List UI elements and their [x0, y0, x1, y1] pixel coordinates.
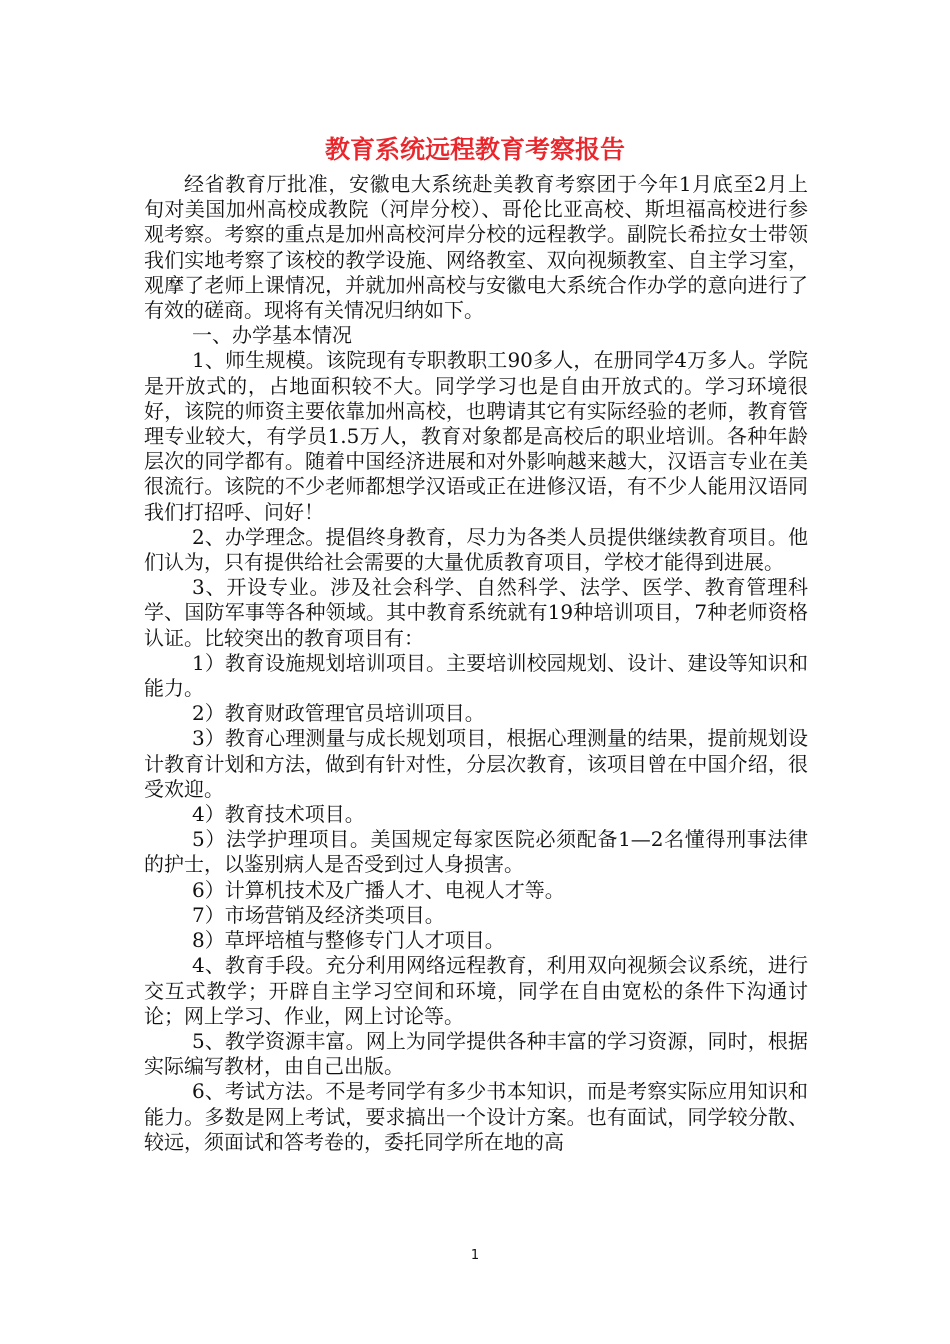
paragraph: 2、办学理念。提倡终身教育，尽力为各类人员提供继续教育项目。他们认为，只有提供给社会需要的大量优质教育项目，学校才能得到进展。 — [144, 524, 808, 575]
paragraph: 1、师生规模。该院现有专职教职工90多人，在册同学4万多人。学院是开放式的，占地面积较不大。同学学习也是自由开放式的。学习环境很好，该院的师资主要依靠加州高校，也聘请其它有实际经验的老师，教育管理专业较大，有学员1.5万人，教育对象都是高校后的职业培训。各种年龄层次的同学都有。随着中国经济进展和对外影响越来越大，汉语言专业在美很流行。该院的不少老师都想学汉语或正在进修汉语，有不少人能用汉语同我们打招呼、问好！ — [144, 348, 808, 524]
list-item: 4）教育技术项目。 — [192, 802, 365, 827]
paragraph: 4、教育手段。充分利用网络远程教育，利用双向视频会议系统，进行交互式教学；开辟自主学习空间和环境，同学在自由宽松的条件下沟通讨论；网上学习、作业，网上讨论等。 — [144, 953, 808, 1028]
paragraph: 5、教学资源丰富。网上为同学提供各种丰富的学习资源，同时，根据实际编写教材，由自己出版。 — [144, 1028, 808, 1079]
document-body — [144, 172, 808, 1155]
list-item: 8）草坪培植与整修专门人才项目。 — [192, 928, 505, 953]
list-item: 2）教育财政管理官员培训项目。 — [192, 701, 485, 726]
list-item: 5）法学护理项目。美国规定每家医院必须配备1—2名懂得刑事法律的护士，以鉴别病人是否受到过人身损害。 — [144, 827, 808, 877]
paragraph: 6、考试方法。不是考同学有多少书本知识，而是考察实际应用知识和能力。多数是网上考试，要求搞出一个设计方案。也有面试，同学较分散、较远，须面试和答考卷的，委托同学所在地的高 — [144, 1079, 808, 1154]
section-heading: 一、办学基本情况 — [192, 323, 352, 348]
paragraph-intro: 经省教育厅批准，安徽电大系统赴美教育考察团于今年1月底至2月上旬对美国加州高校成教院（河岸分校）、哥伦比亚高校、斯坦福高校进行参观考察。考察的重点是加州高校河岸分校的远程教学。副院长希拉女士带领我们实地考察了该校的教学设施、网络教室、双向视频教室、自主学习室，观摩了老师上课情况，并就加州高校与安徽电大系统合作办学的意向进行了有效的磋商。现将有关情况归纳如下。 — [144, 172, 808, 323]
list-item: 1）教育设施规划培训项目。主要培训校园规划、设计、建设等知识和能力。 — [144, 650, 808, 701]
list-item: 3）教育心理测量与成长规划项目，根据心理测量的结果，提前规划设计教育计划和方法，做到有针对性，分层次教育，该项目曾在中国介绍，很受欢迎。 — [144, 726, 808, 801]
list-item: 6）计算机技术及广播人才、电视人才等。 — [192, 877, 565, 902]
list-item: 7）市场营销及经济类项目。 — [192, 902, 445, 927]
paragraph: 3、开设专业。涉及社会科学、自然科学、法学、医学、教育管理科学、国防军事等各种领域。其中教育系统就有19种培训项目，7种老师资格认证。比较突出的教育项目有： — [144, 575, 808, 650]
page-number: 1 — [470, 1248, 480, 1263]
document-title: 教育系统远程教育考察报告 — [324, 135, 625, 164]
